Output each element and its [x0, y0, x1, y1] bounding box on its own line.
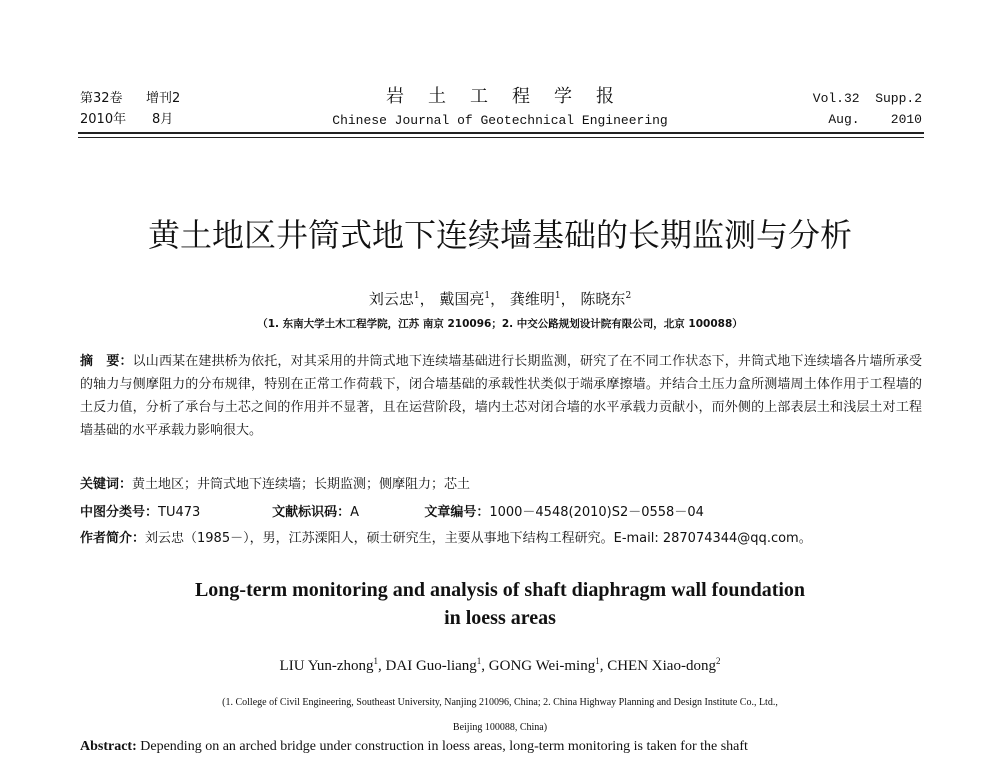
authors-en: LIU Yun-zhong$^1$, DAI Guo-liang$^1$, GONG Wei-ming$^1$, CHEN Xiao-dong$^2$ — [279, 656, 721, 674]
abstract-cn — [80, 350, 922, 442]
affiliation-cn: （1. 东南大学土木工程学院，江苏 南京 210096；2. 中交公路规划设计院有限公司，北京 100088） — [257, 318, 743, 330]
abstract-en-label: Abstract: — [80, 739, 137, 754]
doc-code-label: 文献标识码： — [272, 505, 351, 520]
classification-line — [80, 501, 922, 520]
keywords-cn — [80, 473, 922, 492]
author-bio-label: 作者简介： — [80, 531, 146, 546]
header-rule-thick — [78, 132, 924, 134]
abstract-en — [80, 739, 922, 755]
author-bio-text: 刘云忠（1985－），男，江苏溧阳人，硕士研究生，主要从事地下结构工程研究。E-mail: 287074344@qq.com。 — [145, 531, 812, 546]
author-en: LIU Yun-zhong$^1$ — [279, 656, 379, 674]
year-en: 2010 — [890, 112, 922, 127]
doc-code-value: A — [350, 505, 360, 520]
title-en-line1: Long-term monitoring and analysis of shaft diaphragm wall foundation — [194, 579, 806, 601]
supp-en: Supp.2 — [875, 91, 922, 106]
month-en: Aug. — [828, 112, 860, 127]
affiliation-en-line1: (1. College of Civil Engineering, Southeast University, Nanjing 210096, China; 2. China Highway Planning and Design Institute Co., Ltd., — [222, 697, 778, 708]
abstract-en-text: Depending on an arched bridge under construction in loess areas, long-term monitoring is taken for the shaft — [140, 739, 748, 754]
author-bio — [80, 527, 922, 546]
abstract-cn-text: 以山西某在建拱桥为依托，对其采用的井筒式地下连续墙基础进行长期监测，研究了在不同工作状态下，井筒式地下连续墙各片墙所承受的轴力与侧摩阻力的分布规律，特别在正常工作荷载下，闭合墙基础的承载性状类似于端承摩擦墙。并结合土压力盒所测墙周土体作用于工程墙的土反力值，分析了承台与土芯之间的作用并不显著，且在运营阶段，墙内土芯对闭合墙的水平承载力贡献小，而外侧的上部表层土和浅层土对工程墙基础的水平承载力影响很大。 — [80, 354, 922, 438]
clc-value: TU473 — [158, 505, 201, 520]
affiliation-en — [0, 690, 1000, 740]
author-en: CHEN Xiao-dong$^2$ — [607, 656, 721, 674]
volume-cn: 第32卷 — [80, 91, 123, 106]
author-cn: 龚维明$^1$ — [509, 290, 561, 308]
authors-cn: 刘云忠$^1$， 戴国亮$^1$， 龚维明$^1$， 陈晓东$^2$ — [368, 290, 632, 308]
month-cn: 8月 — [152, 112, 174, 127]
author-cn: 戴国亮$^1$ — [439, 290, 491, 308]
article-no-label: 文章编号： — [424, 505, 490, 520]
author-cn: 陈晓东$^2$ — [580, 290, 632, 308]
journal-name-cn: 岩土工程学报 — [386, 86, 638, 107]
vol-en: Vol.32 — [812, 91, 860, 106]
author-cn: 刘云忠$^1$ — [368, 290, 420, 308]
title-en-line2: in loess areas — [444, 607, 556, 629]
article-no-value: 1000－4548(2010)S2－0558－04 — [489, 505, 704, 520]
journal-name-en: Chinese Journal of Geotechnical Engineering — [332, 113, 668, 128]
author-en: DAI Guo-liang$^1$ — [385, 656, 482, 674]
clc-label: 中图分类号： — [80, 505, 159, 520]
abstract-cn-label: 摘 要： — [80, 354, 133, 369]
affiliation-en-line2: Beijing 100088, China) — [452, 722, 548, 733]
keywords-text: 黄土地区；井筒式地下连续墙；长期监测；侧摩阻力；芯土 — [132, 477, 471, 492]
issue-cn: 增刊2 — [146, 91, 181, 106]
keywords-label: 关键词： — [80, 477, 133, 492]
paper-title-cn: 黄土地区井筒式地下连续墙基础的长期监测与分析 — [147, 216, 852, 254]
year-cn: 2010年 — [80, 112, 127, 127]
header-right — [813, 88, 922, 130]
paper-title-en — [0, 576, 1000, 632]
header-rule-thin — [78, 137, 924, 138]
author-en: GONG Wei-ming$^1$ — [488, 656, 600, 674]
